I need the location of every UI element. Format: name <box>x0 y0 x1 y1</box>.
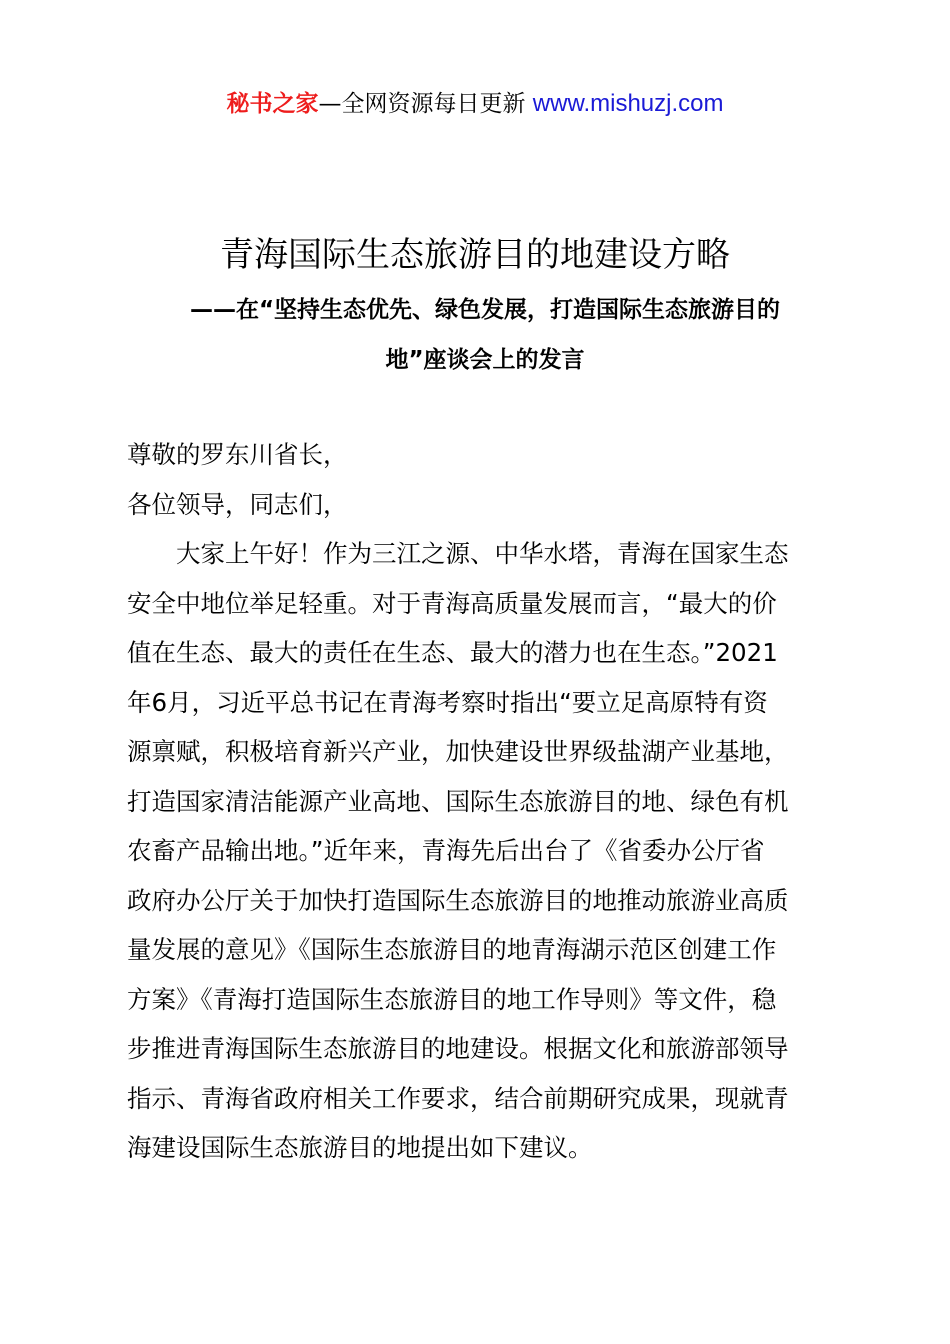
document-title: 青海国际生态旅游目的地建设方略 <box>220 235 730 275</box>
paragraph-line: 值在生态、最大的责任在生态、最大的潜力也在生态。”2021 <box>127 638 778 667</box>
document-subtitle <box>140 285 830 385</box>
paragraph-line: 打造国家清洁能源产业高地、国际生态旅游目的地、绿色有机 <box>127 786 789 816</box>
paragraph-line: 步推进青海国际生态旅游目的地建设。根据文化和旅游部领导 <box>127 1034 789 1063</box>
paragraph-line: 大家上午好！作为三江之源、中华水塔，青海在国家生态 <box>127 539 789 568</box>
paragraph-line: 源禀赋，积极培育新兴产业，加快建设世界级盐湖产业基地， <box>127 737 789 766</box>
paragraph-line: 量发展的意见》《国际生态旅游目的地青海湖示范区创建工作 <box>127 935 777 964</box>
document-body <box>127 430 832 1173</box>
salutation: 尊敬的罗东川省长， <box>127 440 348 469</box>
subtitle-line: ——在“坚持生态优先、绿色发展，打造国际生态旅游目的 <box>189 297 781 323</box>
website-link[interactable]: www.mishuzj.com <box>532 90 724 117</box>
subtitle-line: 地”座谈会上的发言 <box>385 347 585 373</box>
paragraph <box>127 529 832 1173</box>
paragraph-line: 政府办公厅关于加快打造国际生态旅游目的地推动旅游业高质 <box>127 885 789 915</box>
paragraph-line: 方案》《青海打造国际生态旅游目的地工作导则》等文件，稳 <box>127 984 777 1014</box>
paragraph-line: 年6月，习近平总书记在青海考察时指出“要立足高原特有资 <box>127 687 768 717</box>
paragraph-line: 安全中地位举足轻重。对于青海高质量发展而言，“最大的价 <box>127 588 777 618</box>
salutation: 各位领导，同志们， <box>127 489 348 519</box>
brand-name: 秘书之家 <box>226 91 319 117</box>
paragraph-line: 农畜产品输出地。”近年来，青海先后出台了《省委办公厅省 <box>127 836 765 865</box>
site-header <box>0 88 950 120</box>
paragraph-line: 海建设国际生态旅游目的地提出如下建议。 <box>127 1133 593 1162</box>
paragraph-line: 指示、青海省政府相关工作要求，结合前期研究成果，现就青 <box>127 1083 789 1113</box>
header-tagline: —全网资源每日更新 <box>318 91 533 117</box>
